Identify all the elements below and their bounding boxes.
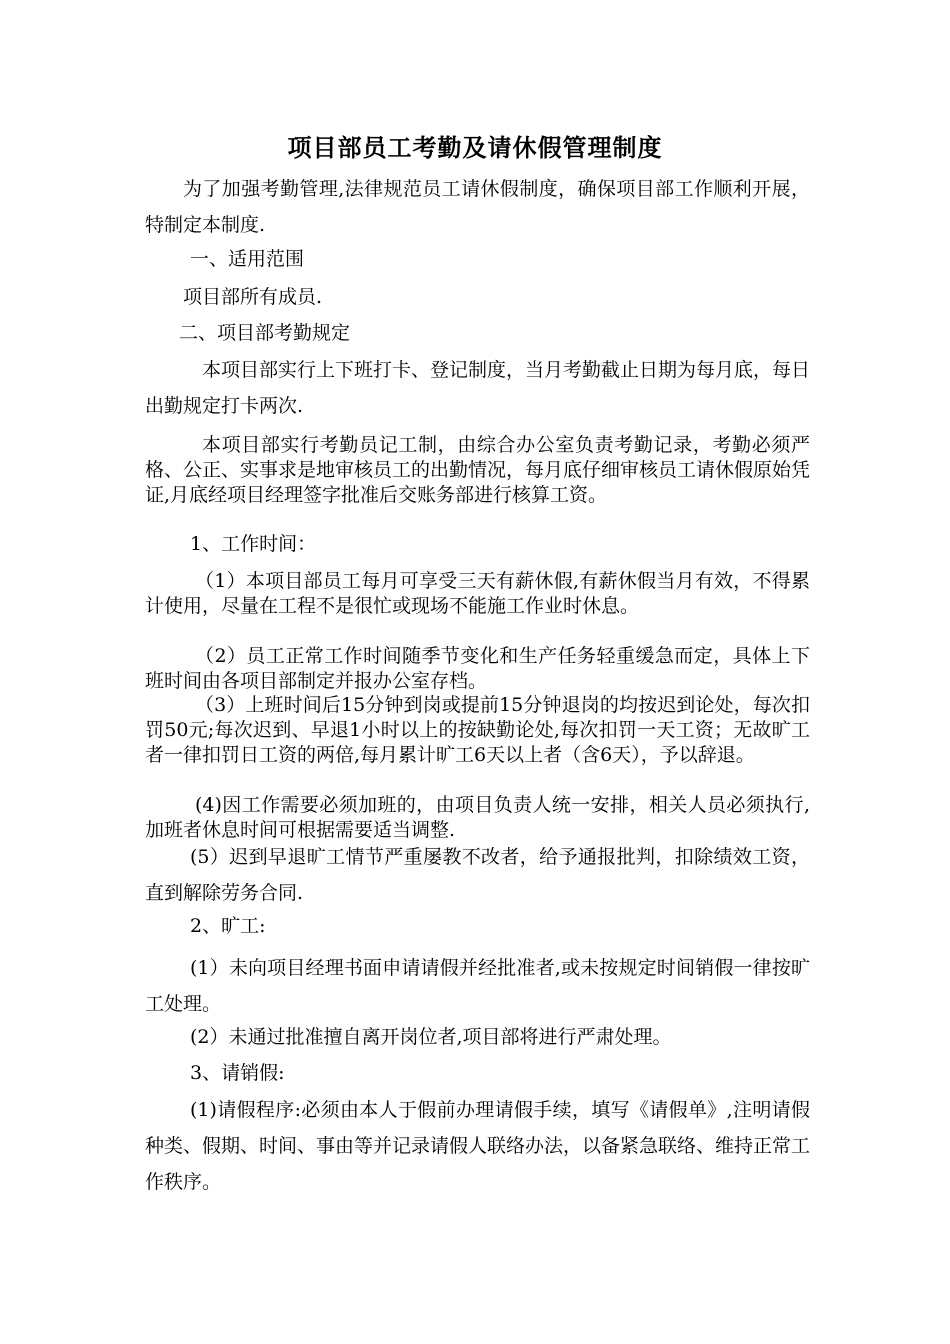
paragraph-work-hours-3: （3）上班时间后15分钟到岗或提前15分钟退岗的均按迟到论处，每次扣罚50元;每次迟到、早退1小时以上的按缺勤论处,每次扣罚一天工资；无故旷工者一律扣罚日工资的两倍,每月累计旷工6天以上者（含6天），予以辞退。 (145, 694, 810, 766)
paragraph-scope: 项目部所有成员. (183, 286, 323, 308)
paragraph-absenteeism-1: (1）未向项目经理书面申请请假并经批准者,或未按规定时间销假一律按旷工处理。 (145, 957, 810, 1015)
paragraph-clock-in: 本项目部实行上下班打卡、登记制度，当月考勤截止日期为每月底，每日出勤规定打卡两次. (145, 359, 811, 417)
paragraph-work-hours-5: (5）迟到早退旷工情节严重屡教不改者，给予通报批判，扣除绩效工资，直到解除劳务合同. (145, 846, 810, 904)
document-title: 项目部员工考勤及请休假管理制度 (287, 134, 663, 162)
section-heading-scope: 一、适用范围 (190, 248, 305, 270)
paragraph-absenteeism-2: (2）未通过批准擅自离开岗位者,项目部将进行严肃处理。 (190, 1026, 672, 1048)
paragraph-work-hours-2: （2）员工正常工作时间随季节变化和生产任务轻重缓急而定，具体上下班时间由各项目部制定并报办公室存档。 (145, 645, 810, 692)
paragraph-work-hours-1: （1）本项目部员工每月可享受三天有薪休假,有薪休假当月有效，不得累计使用，尽量在工程不是很忙或现场不能施工作业时休息。 (145, 570, 810, 617)
paragraph-recorder: 本项目部实行考勤员记工制，由综合办公室负责考勤记录，考勤必须严格、公正、实事求是地审核员工的出勤情况，每月底仔细审核员工请休假原始凭证,月底经项目经理签字批准后交账务部进行核算工资。 (145, 434, 811, 506)
section-heading-attendance: 二、项目部考勤规定 (179, 322, 351, 344)
paragraph-leave-1: (1)请假程序:必须由本人于假前办理请假手续，填写《请假单》,注明请假种类、假期、时间、事由等并记录请假人联络办法，以备紧急联络、维持正常工作秩序。 (145, 1099, 811, 1193)
paragraph-work-hours-4: (4)因工作需要必须加班的，由项目负责人统一安排，相关人员必须执行,加班者休息时间可根据需要适当调整. (145, 794, 810, 841)
subheading-work-hours: 1、工作时间： (190, 533, 317, 555)
subheading-leave: 3、请销假: (190, 1062, 285, 1084)
paragraph-intro: 为了加强考勤管理,法律规范员工请休假制度，确保项目部工作顺利开展，特制定本制度. (145, 178, 810, 236)
subheading-absenteeism: 2、旷工: (190, 915, 266, 937)
